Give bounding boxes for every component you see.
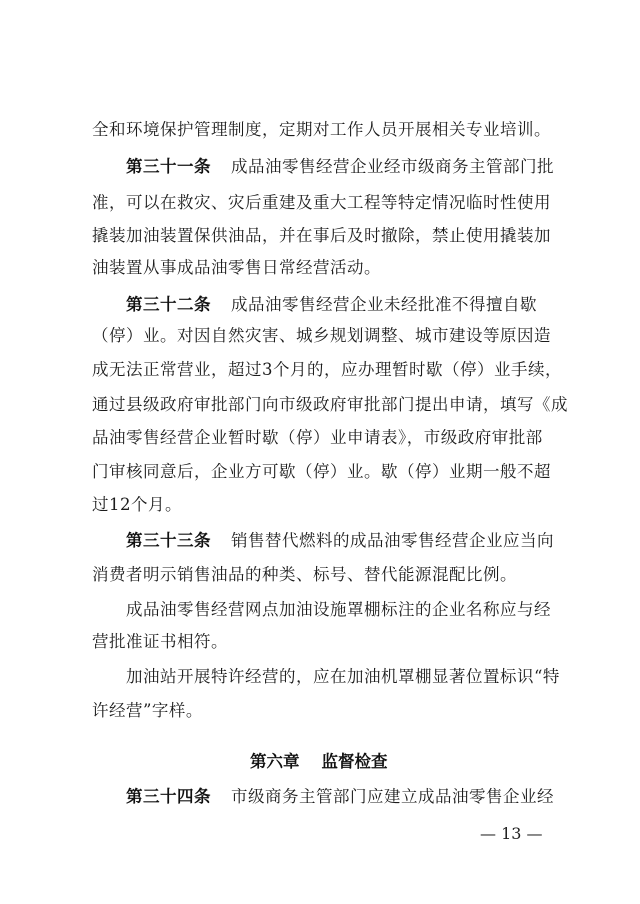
article-32-line-5: 品油零售经营企业暂时歇（停）业申请表》，市级政府审批部 (92, 428, 543, 447)
article-34-line-1 (126, 782, 554, 812)
article-31-label: 第三十一条 (126, 157, 211, 176)
article-31-line-2: 准，可以在救灾、灾后重建及重大工程等特定情况临时性使用 (92, 193, 551, 212)
article-33-para-3-line-2: 许经营”字样。 (92, 701, 203, 720)
article-34-text: 市级商务主管部门应建立成品油零售企业经 (231, 787, 554, 806)
article-31-line-1 (126, 152, 554, 182)
article-33-line-1 (126, 526, 554, 556)
article-31-line-4: 油装置从事成品油零售日常经营活动。 (92, 258, 381, 277)
article-33-line-2: 消费者明示销售油品的种类、标号、替代能源混配比例。 (92, 565, 517, 584)
article-32-line-1 (126, 290, 537, 320)
article-32-label: 第三十二条 (126, 295, 211, 314)
chapter-heading (250, 747, 388, 777)
article-34-label: 第三十四条 (126, 787, 211, 806)
article-32-line-3: 成无法正常营业，超过3个月的，应办理暂时歇（停）业手续， (92, 360, 562, 379)
article-32-line-6: 门审核同意后，企业方可歇（停）业。歇（停）业期一般不超 (92, 462, 551, 481)
article-31-line-3: 撬装加油装置保供油品，并在事后及时撤除，禁止使用撬装加 (92, 226, 551, 245)
page-number: — 13 — (480, 824, 543, 843)
chapter-title: 监督检查 (321, 752, 388, 771)
article-33-para-2-line-2: 营批准证书相符。 (92, 632, 228, 651)
article-32-line-2: （停）业。对因自然灾害、城乡规划调整、城市建设等原因造 (92, 326, 551, 345)
article-33-para-3-line-1: 加油站开展特许经营的，应在加油机罩棚显著位置标识“特 (126, 667, 560, 686)
article-32-line-7: 过12个月。 (92, 495, 182, 514)
paragraph-line: 全和环境保护管理制度，定期对工作人员开展相关专业培训。 (92, 120, 551, 139)
chapter-number: 第六章 (250, 752, 300, 771)
article-33-para-2-line-1: 成品油零售经营网点加油设施罩棚标注的企业名称应与经 (126, 600, 551, 619)
article-33-text: 销售替代燃料的成品油零售经营企业应当向 (231, 531, 554, 550)
article-33-label: 第三十三条 (126, 531, 211, 550)
article-32-text: 成品油零售经营企业未经批准不得擅自歇 (231, 295, 537, 314)
article-31-text: 成品油零售经营企业经市级商务主管部门批 (231, 157, 554, 176)
article-32-line-4: 通过县级政府审批部门向市级政府审批部门提出申请，填写《成 (92, 395, 568, 414)
